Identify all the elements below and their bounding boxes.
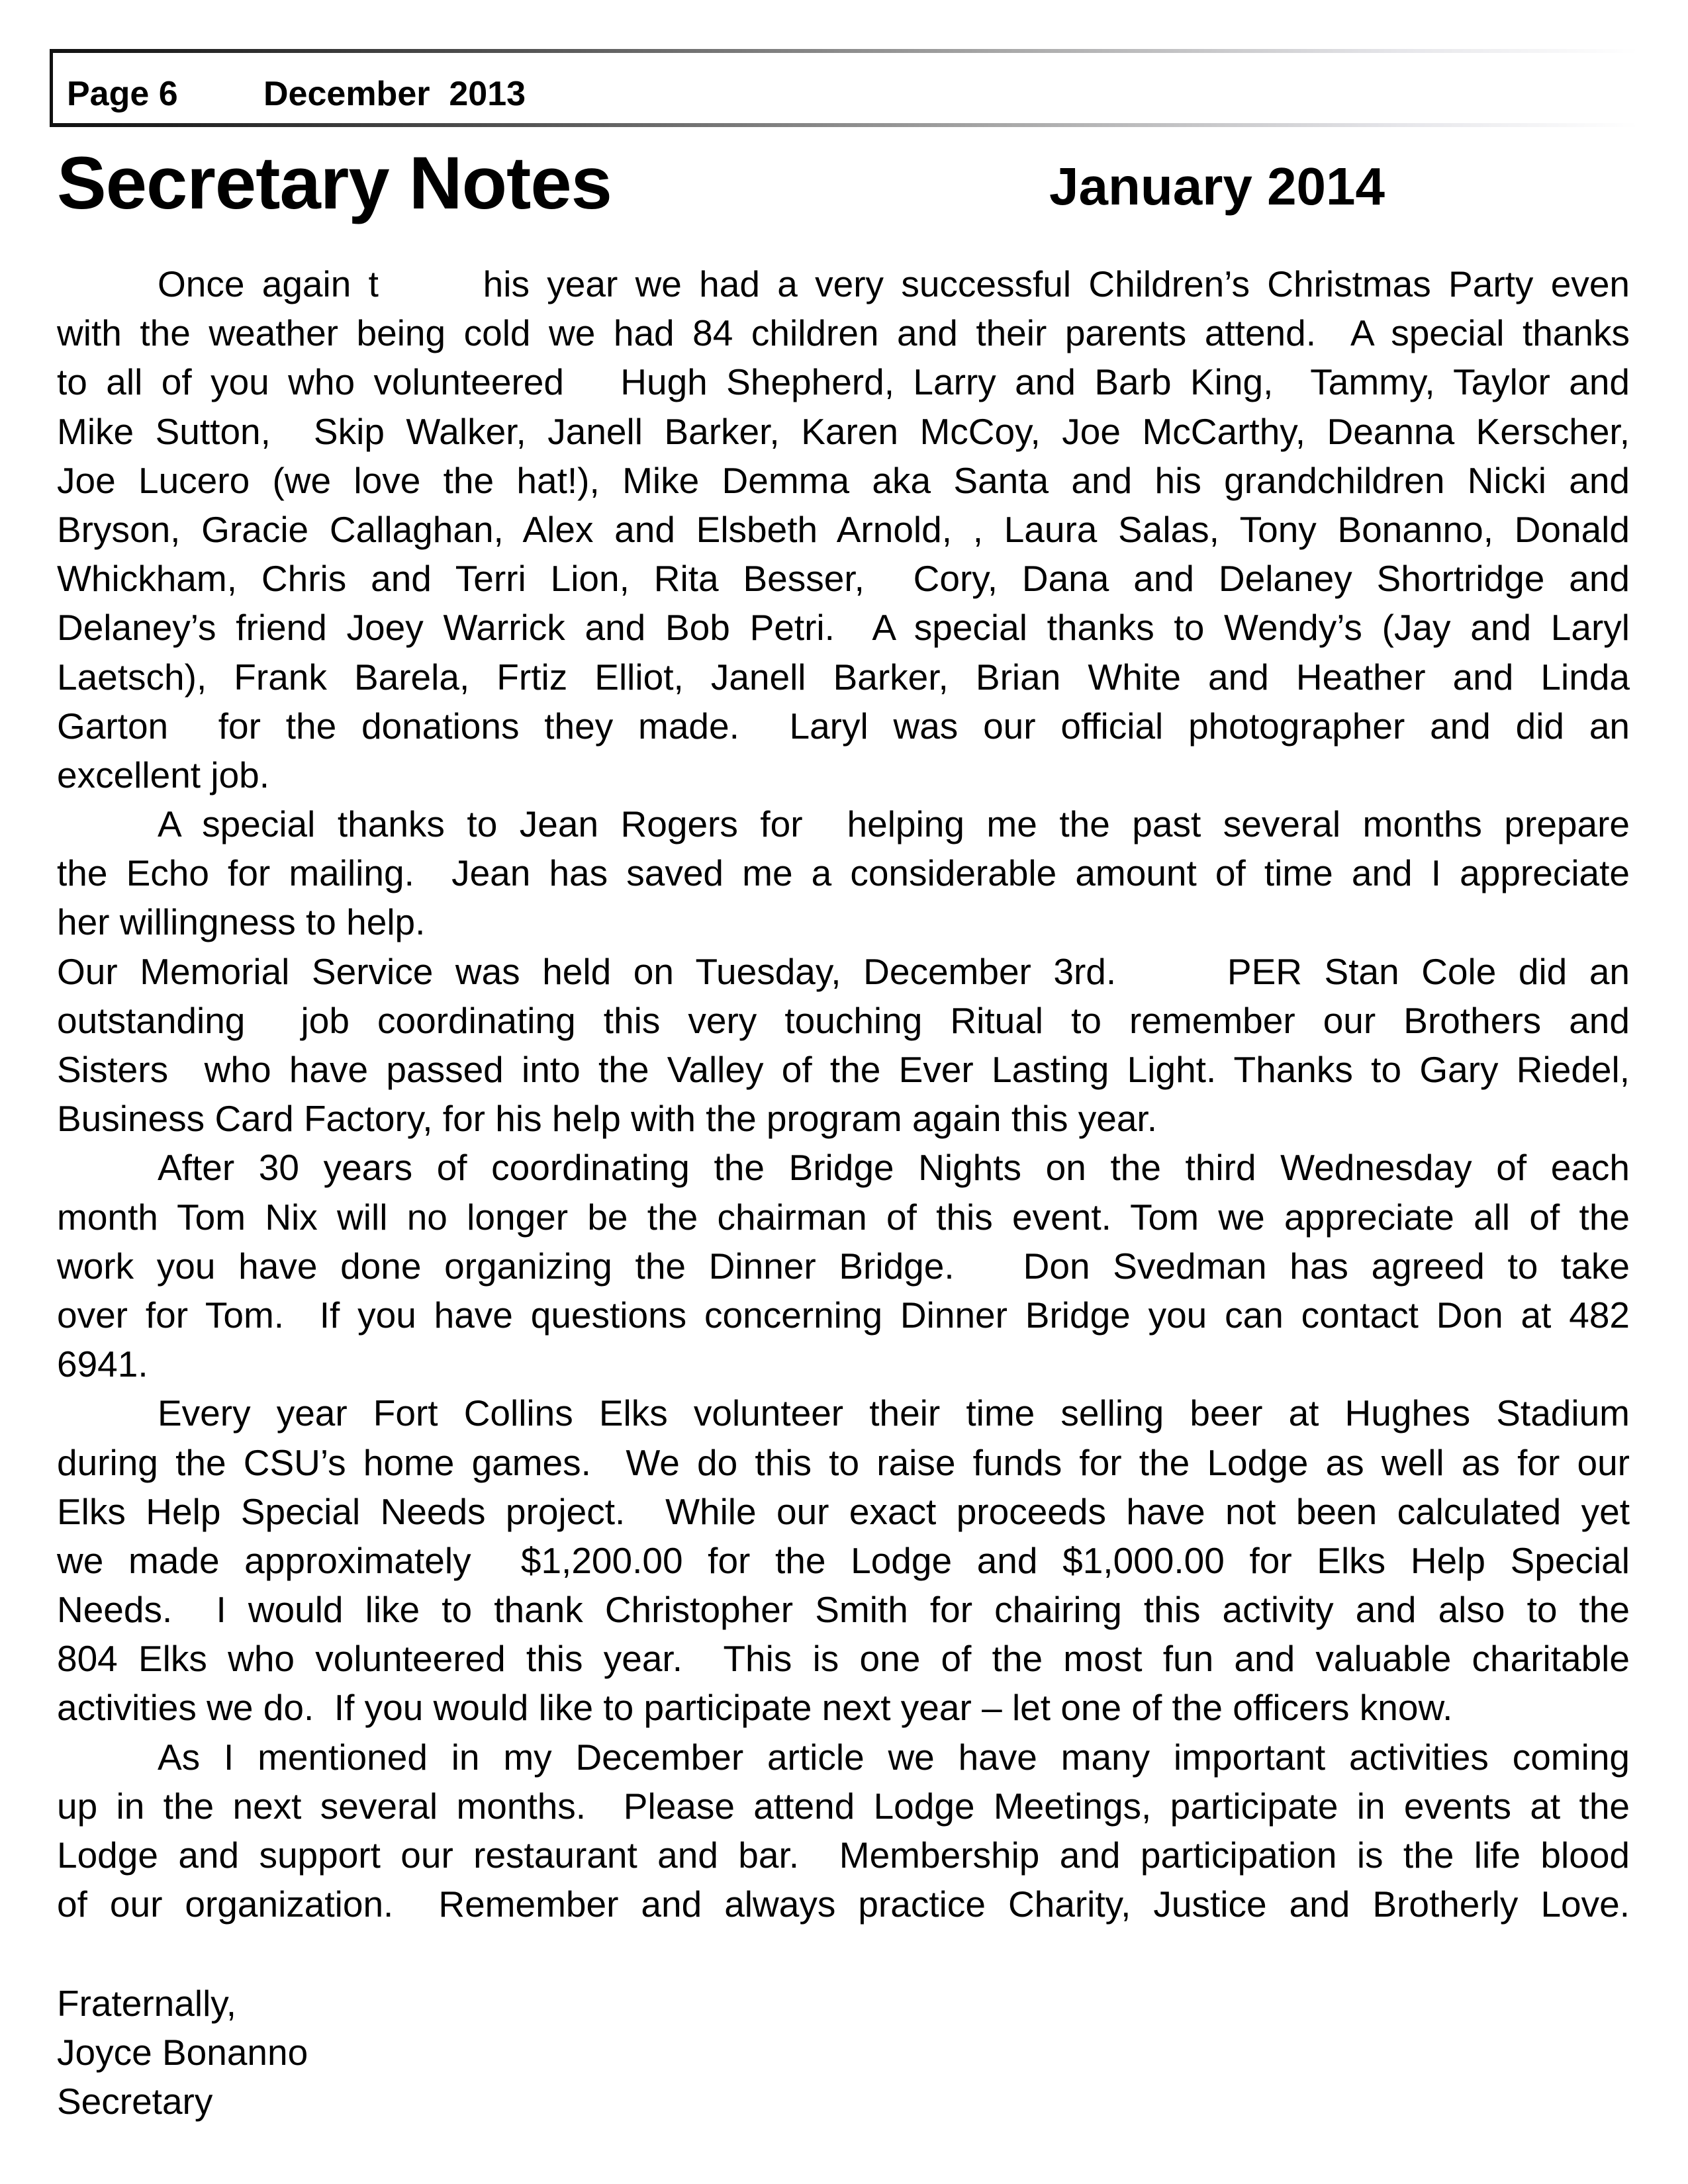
article-line: Sisters who have passed into the Valley of the Ever Lasting Light. Thanks to Gary Riedel,	[57, 1049, 1630, 1090]
header-left-rule	[50, 49, 53, 127]
article-line: Business Card Factory, for his help with the program again this year.	[57, 1098, 1157, 1140]
article-line: activities we do. If you would like to participate next year – let one of the officers know.	[57, 1687, 1453, 1729]
article-line: Lodge and support our restaurant and bar. Membership and participation is the life blood	[57, 1835, 1630, 1876]
article-body	[57, 259, 1630, 1929]
article-line: Needs. I would like to thank Christopher Smith for chairing this activity and also to the	[57, 1589, 1630, 1631]
article-line: work you have done organizing the Dinner Bridge. Don Svedman has agreed to take	[57, 1245, 1630, 1287]
article-line: A special thanks to Jean Rogers for helping me the past several months prepare	[158, 803, 1630, 845]
article-line: the Echo for mailing. Jean has saved me a considerable amount of time and I appreciate	[57, 852, 1630, 894]
signoff	[57, 1979, 308, 2126]
signoff-name: Joyce Bonanno	[57, 2032, 308, 2073]
article-line: excellent job.	[57, 754, 270, 796]
article-line: we made approximately $1,200.00 for the Lodge and $1,000.00 for Elks Help Special	[57, 1539, 1630, 1581]
issue-date: December 2013	[263, 75, 526, 113]
article-line: outstanding job coordinating this very touching Ritual to remember our Brothers and	[57, 999, 1630, 1041]
article-line: month Tom Nix will no longer be the chairman of this event. Tom we appreciate all of the	[57, 1196, 1630, 1238]
article-line: over for Tom. If you have questions concerning Dinner Bridge you can contact Don at 482	[57, 1294, 1630, 1336]
article-line: As I mentioned in my December article we have many important activities coming	[158, 1736, 1630, 1778]
signoff-role: Secretary	[57, 2081, 213, 2122]
article-month: January 2014	[1049, 157, 1385, 216]
article-line: Elks Help Special Needs project. While our exact proceeds have not been calculated yet	[57, 1490, 1630, 1532]
article-line: up in the next several months. Please attend Lodge Meetings, participate in events at the	[57, 1785, 1630, 1827]
article-line: Garton for the donations they made. Laryl was our official photographer and did an	[57, 705, 1630, 747]
article-line: Joe Lucero (we love the hat!), Mike Demma aka Santa and his grandchildren Nicki and	[57, 459, 1630, 501]
article-line: Our Memorial Service was held on Tuesday, December 3rd. PER Stan Cole did an	[57, 950, 1630, 992]
article-line: Laetsch), Frank Barela, Frtiz Elliot, Janell Barker, Brian White and Heather and Linda	[57, 656, 1630, 698]
article-line: to all of you who volunteered Hugh Shepherd, Larry and Barb King, Tammy, Taylor and	[57, 361, 1630, 403]
page-header	[50, 49, 1638, 127]
article-line: Once again t his year we had a very successful Children’s Christmas Party even	[158, 263, 1630, 304]
article-line: Whickham, Chris and Terri Lion, Rita Besser, Cory, Dana and Delaney Shortridge and	[57, 558, 1630, 600]
article-line: Mike Sutton, Skip Walker, Janell Barker, Karen McCoy, Joe McCarthy, Deanna Kerscher,	[57, 410, 1630, 452]
page-number: Page 6	[67, 75, 178, 113]
article-line: her willingness to help.	[57, 901, 426, 943]
article-line: After 30 years of coordinating the Bridge Nights on the third Wednesday of each	[158, 1147, 1630, 1189]
article-line: Delaney’s friend Joey Warrick and Bob Petri. A special thanks to Wendy’s (Jay and Laryl	[57, 607, 1630, 649]
article-line: Every year Fort Collins Elks volunteer their time selling beer at Hughes Stadium	[158, 1392, 1630, 1434]
article-line: Bryson, Gracie Callaghan, Alex and Elsbeth Arnold, , Laura Salas, Tony Bonanno, Donald	[57, 508, 1630, 550]
article-line: 804 Elks who volunteered this year. This is one of the most fun and valuable charitable	[57, 1638, 1630, 1680]
article-title: Secretary Notes	[57, 142, 612, 224]
article-line: with the weather being cold we had 84 children and their parents attend. A special thanks	[57, 312, 1630, 354]
article-line: during the CSU’s home games. We do this to raise funds for the Lodge as well as for our	[57, 1441, 1630, 1483]
header-top-rule	[50, 49, 1638, 53]
signoff-closing: Fraternally,	[57, 1983, 236, 2024]
article-line: 6941.	[57, 1343, 148, 1385]
article-line: of our organization. Remember and always practice Charity, Justice and Brotherly Love.	[57, 1884, 1630, 1925]
header-bottom-rule	[50, 123, 1638, 127]
